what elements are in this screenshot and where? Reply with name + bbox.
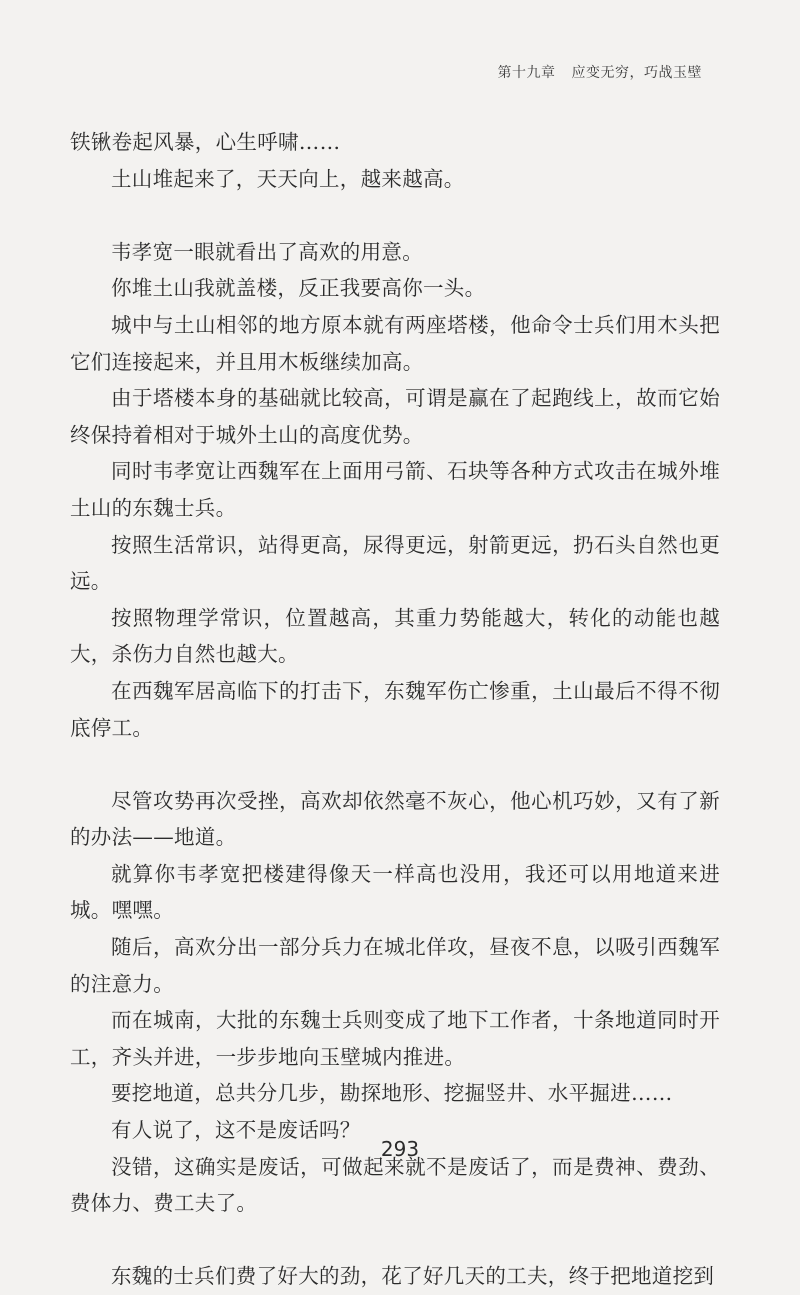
paragraph: 城中与土山相邻的地方原本就有两座塔楼，他命令士兵们用木头把它们连接起来，并且用木板继续加高。 (70, 312, 720, 374)
section-break (70, 197, 720, 234)
chapter-number: 第十九章 (497, 65, 556, 81)
paragraph: 同时韦孝宽让西魏军在上面用弓箭、石块等各种方式攻击在城外堆土山的东魏士兵。 (70, 459, 720, 520)
paragraph: 尽管攻势再次受挫，高欢却依然毫不灰心，他心机巧妙，又有了新的办法——地道。 (70, 788, 720, 850)
paragraph: 要挖地道，总共分几步，勘探地形、挖掘竖井、水平掘进…… (111, 1081, 673, 1106)
paragraph: 没错，这确实是废话，可做起来就不是废话了，而是费神、费劲、费体力、费工夫了。 (70, 1154, 720, 1216)
paragraph: 有人说了，这不是废话吗？ (111, 1118, 361, 1143)
paragraph: 由于塔楼本身的基础就比较高，可谓是赢在了起跑线上，故而它始终保持着相对于城外土山的高度优势。 (70, 386, 720, 447)
running-header (498, 62, 703, 82)
body-text (70, 124, 720, 1295)
section-break (70, 746, 720, 783)
paragraph: 土山堆起来了，天天向上，越来越高。 (111, 166, 465, 191)
paragraph: 而在城南，大批的东魏士兵则变成了地下工作者，十条地道同时开工，齐头并进，一步步地向玉壁城内推进。 (70, 1008, 720, 1069)
paragraph: 在西魏军居高临下的打击下，东魏军伤亡惨重，土山最后不得不彻底停工。 (70, 678, 720, 740)
paragraph: 按照生活常识，站得更高，尿得更远，射箭更远，扔石头自然也更远。 (70, 532, 720, 594)
paragraph: 韦孝宽一眼就看出了高欢的用意。 (111, 239, 423, 264)
paragraph: 按照物理学常识，位置越高，其重力势能越大，转化的动能也越大，杀伤力自然也越大。 (70, 605, 720, 667)
paragraph: 东魏的士兵们费了好大的劲，花了好几天的工夫，终于把地道挖到 (111, 1264, 715, 1289)
paragraph: 就算你韦孝宽把楼建得像天一样高也没用，我还可以用地道来进城。嘿嘿。 (70, 861, 720, 923)
paragraph: 随后，高欢分出一部分兵力在城北佯攻，昼夜不息，以吸引西魏军的注意力。 (70, 935, 720, 996)
paragraph: 铁锹卷起风暴，心生呼啸…… (70, 130, 341, 154)
paragraph: 你堆土山我就盖楼，反正我要高你一头。 (111, 276, 486, 301)
page-number: 293 (380, 1137, 420, 1161)
section-break (70, 1222, 720, 1259)
chapter-title: 应变无穷，巧战玉壁 (571, 65, 702, 81)
